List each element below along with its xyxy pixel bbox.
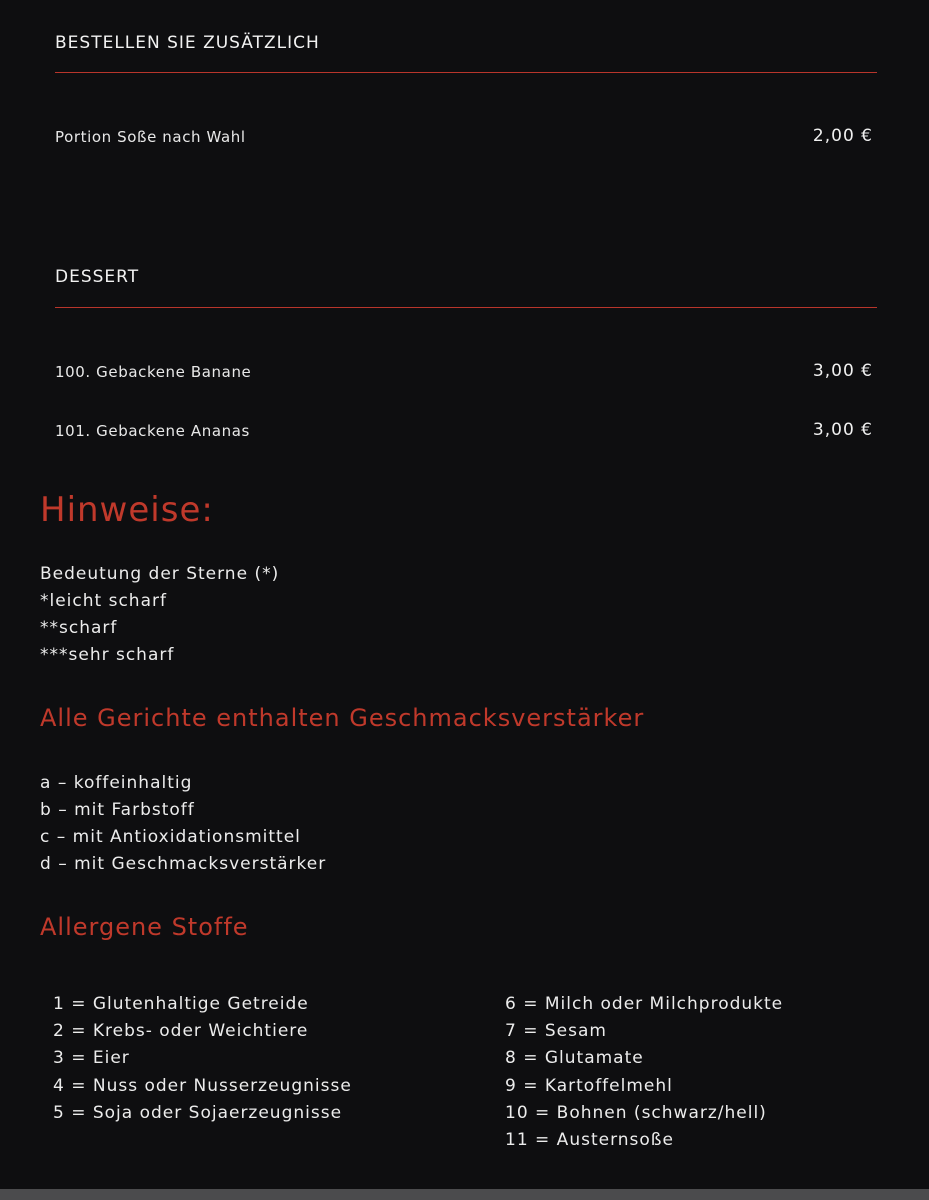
additive-item: d – mit Geschmacksverstärker <box>40 854 327 874</box>
allergen-item: 8 = Glutamate <box>505 1048 644 1069</box>
additives-list <box>40 770 326 878</box>
additive-item: c – mit Antioxidationsmittel <box>40 827 301 847</box>
section-title-extras: BESTELLEN SIE ZUSÄTZLICH <box>55 33 320 53</box>
allergen-item: 9 = Kartoffelmehl <box>505 1075 673 1096</box>
menu-item-price: 3,00 € <box>812 361 873 381</box>
allergens-list-right <box>505 991 783 1154</box>
allergen-item: 7 = Sesam <box>505 1021 607 1042</box>
menu-item-price: 3,00 € <box>812 420 873 440</box>
allergen-item: 3 = Eier <box>53 1048 130 1069</box>
menu-item <box>55 126 873 150</box>
allergens-heading: Allergene Stoffe <box>40 913 249 941</box>
spice-legend <box>40 561 279 669</box>
spice-legend-line: *leicht scharf <box>40 591 167 611</box>
additives-heading: Alle Gerichte enthalten Geschmacksverstärker <box>40 704 645 732</box>
allergen-item: 2 = Krebs- oder Weichtiere <box>53 1021 309 1042</box>
menu-item-name: Portion Soße nach Wahl <box>55 128 246 146</box>
window-bottom-edge <box>0 1189 929 1200</box>
section-divider <box>55 307 877 308</box>
allergen-item: 11 = Austernsoße <box>505 1129 674 1150</box>
allergen-item: 1 = Glutenhaltige Getreide <box>53 994 309 1014</box>
menu-item-price: 2,00 € <box>812 126 873 146</box>
spice-legend-line: Bedeutung der Sterne (*) <box>40 564 280 584</box>
notes-heading: Hinweise: <box>40 490 214 530</box>
additive-item: a – koffeinhaltig <box>40 773 193 793</box>
menu-item <box>55 361 873 385</box>
menu-item <box>55 420 873 444</box>
spice-legend-line: ***sehr scharf <box>40 645 175 665</box>
allergen-item: 4 = Nuss oder Nusserzeugnisse <box>53 1075 352 1096</box>
additive-item: b – mit Farbstoff <box>40 800 195 820</box>
spice-legend-line: **scharf <box>40 618 118 638</box>
allergen-item: 5 = Soja oder Sojaerzeugnisse <box>53 1102 343 1123</box>
allergen-item: 10 = Bohnen (schwarz/hell) <box>505 1102 767 1123</box>
section-divider <box>55 72 877 73</box>
allergens-list-left <box>53 991 352 1127</box>
menu-item-name: 101. Gebackene Ananas <box>55 422 250 440</box>
menu-item-name: 100. Gebackene Banane <box>55 363 252 381</box>
allergen-item: 6 = Milch oder Milchprodukte <box>505 994 784 1014</box>
section-title-dessert: DESSERT <box>55 267 140 287</box>
